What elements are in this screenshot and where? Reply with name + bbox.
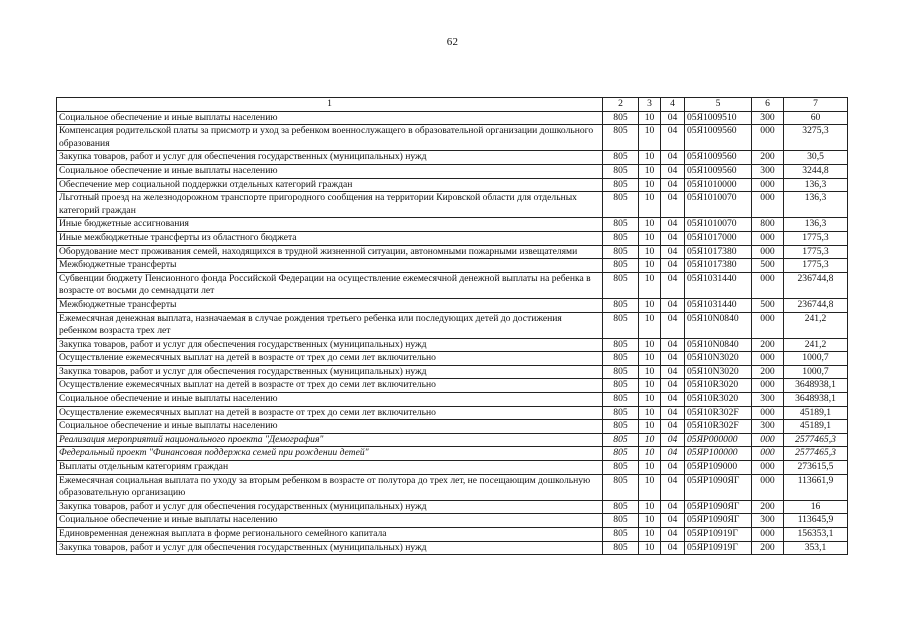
- cell-subsection: 04: [661, 352, 685, 366]
- cell-target-article: 05ЯP000000: [685, 433, 752, 447]
- cell-name: Закупка товаров, работ и услуг для обеспечения государственных (муниципальных) нужд: [57, 541, 603, 555]
- cell-expense-type: 200: [752, 338, 784, 352]
- cell-name: Ежемесячная социальная выплата по уходу за вторым ребенком в возрасте от полутора до трех лет, не посещающим дошкольную образовательную организацию: [57, 474, 603, 500]
- cell-section: 10: [639, 500, 661, 514]
- cell-expense-type: 000: [752, 178, 784, 192]
- cell-admin-code: 805: [603, 151, 639, 165]
- cell-admin-code: 805: [603, 514, 639, 528]
- cell-subsection: 04: [661, 192, 685, 218]
- table-row: [57, 192, 848, 218]
- table-row: [57, 111, 848, 125]
- cell-section: 10: [639, 272, 661, 298]
- cell-subsection: 04: [661, 151, 685, 165]
- cell-subsection: 04: [661, 218, 685, 232]
- cell-section: 10: [639, 541, 661, 555]
- cell-target-article: 05ЯP10919Г: [685, 528, 752, 542]
- cell-expense-type: 000: [752, 312, 784, 338]
- cell-target-article: 05Я10N3020: [685, 352, 752, 366]
- cell-amount: 3244,8: [784, 164, 848, 178]
- table-row: [57, 151, 848, 165]
- cell-target-article: 05Я1009560: [685, 164, 752, 178]
- cell-target-article: 05Я10N0840: [685, 312, 752, 338]
- cell-subsection: 04: [661, 461, 685, 475]
- cell-name: Иные бюджетные ассигнования: [57, 218, 603, 232]
- cell-target-article: 05Я1010070: [685, 218, 752, 232]
- cell-target-article: 05Я1017380: [685, 245, 752, 259]
- cell-expense-type: 200: [752, 151, 784, 165]
- cell-section: 10: [639, 365, 661, 379]
- cell-admin-code: 805: [603, 192, 639, 218]
- cell-expense-type: 000: [752, 192, 784, 218]
- cell-section: 10: [639, 151, 661, 165]
- cell-admin-code: 805: [603, 500, 639, 514]
- table-row: [57, 514, 848, 528]
- cell-subsection: 04: [661, 125, 685, 151]
- cell-amount: 1775,3: [784, 245, 848, 259]
- cell-section: 10: [639, 245, 661, 259]
- cell-subsection: 04: [661, 406, 685, 420]
- table-row: [57, 259, 848, 273]
- cell-admin-code: 805: [603, 164, 639, 178]
- table-row: [57, 125, 848, 151]
- cell-target-article: 05Я10N3020: [685, 365, 752, 379]
- cell-amount: 136,3: [784, 192, 848, 218]
- cell-section: 10: [639, 192, 661, 218]
- cell-expense-type: 300: [752, 111, 784, 125]
- cell-target-article: 05Я1009560: [685, 151, 752, 165]
- cell-section: 10: [639, 125, 661, 151]
- cell-expense-type: 000: [752, 406, 784, 420]
- cell-admin-code: 805: [603, 379, 639, 393]
- cell-expense-type: 000: [752, 125, 784, 151]
- cell-expense-type: 000: [752, 447, 784, 461]
- cell-expense-type: 000: [752, 272, 784, 298]
- cell-target-article: 05Я10R302F: [685, 420, 752, 434]
- cell-amount: 3648938,1: [784, 393, 848, 407]
- cell-expense-type: 200: [752, 365, 784, 379]
- table-row: [57, 528, 848, 542]
- table-row: [57, 461, 848, 475]
- cell-amount: 30,5: [784, 151, 848, 165]
- cell-section: 10: [639, 178, 661, 192]
- cell-amount: 45189,1: [784, 420, 848, 434]
- table-row: [57, 541, 848, 555]
- cell-subsection: 04: [661, 514, 685, 528]
- cell-target-article: 05Я1010070: [685, 192, 752, 218]
- table-row: [57, 352, 848, 366]
- table-row: [57, 447, 848, 461]
- cell-amount: 353,1: [784, 541, 848, 555]
- cell-name: Социальное обеспечение и иные выплаты населению: [57, 514, 603, 528]
- cell-subsection: 04: [661, 259, 685, 273]
- cell-subsection: 04: [661, 420, 685, 434]
- cell-subsection: 04: [661, 500, 685, 514]
- cell-name: Закупка товаров, работ и услуг для обеспечения государственных (муниципальных) нужд: [57, 365, 603, 379]
- table-row: [57, 406, 848, 420]
- cell-amount: 60: [784, 111, 848, 125]
- table-row: [57, 272, 848, 298]
- table-row: [57, 500, 848, 514]
- cell-section: 10: [639, 514, 661, 528]
- cell-name: Межбюджетные трансферты: [57, 298, 603, 312]
- table-row: [57, 433, 848, 447]
- cell-name: Осуществление ежемесячных выплат на детей в возрасте от трех до семи лет включительно: [57, 379, 603, 393]
- cell-expense-type: 000: [752, 528, 784, 542]
- table-row: [57, 338, 848, 352]
- cell-name: Льготный проезд на железнодорожном транспорте пригородного сообщения на территории Кировской области для отдельных категорий граждан: [57, 192, 603, 218]
- cell-target-article: 05Я1009510: [685, 111, 752, 125]
- cell-admin-code: 805: [603, 218, 639, 232]
- table-row: [57, 474, 848, 500]
- cell-subsection: 04: [661, 393, 685, 407]
- cell-section: 10: [639, 259, 661, 273]
- cell-target-article: 05ЯP10919Г: [685, 541, 752, 555]
- cell-admin-code: 805: [603, 365, 639, 379]
- cell-name: Федеральный проект "Финансовая поддержка семей при рождении детей": [57, 447, 603, 461]
- cell-target-article: 05ЯP1090ЯГ: [685, 500, 752, 514]
- cell-section: 10: [639, 447, 661, 461]
- cell-name: Ежемесячная денежная выплата, назначаемая в случае рождения третьего ребенка или последующих детей до достижения ребенком возраста трех лет: [57, 312, 603, 338]
- table-row: [57, 312, 848, 338]
- cell-name: Межбюджетные трансферты: [57, 259, 603, 273]
- cell-subsection: 04: [661, 474, 685, 500]
- table-row: [57, 420, 848, 434]
- cell-expense-type: 200: [752, 541, 784, 555]
- header-cell: 7: [784, 98, 848, 112]
- table-row: [57, 393, 848, 407]
- cell-target-article: 05Я1010000: [685, 178, 752, 192]
- cell-subsection: 04: [661, 272, 685, 298]
- cell-amount: 241,2: [784, 338, 848, 352]
- cell-amount: 241,2: [784, 312, 848, 338]
- table-row: [57, 231, 848, 245]
- cell-section: 10: [639, 312, 661, 338]
- cell-subsection: 04: [661, 245, 685, 259]
- cell-target-article: 05Я10R3020: [685, 379, 752, 393]
- cell-subsection: 04: [661, 338, 685, 352]
- cell-amount: 113645,9: [784, 514, 848, 528]
- cell-subsection: 04: [661, 164, 685, 178]
- cell-name: Единовременная денежная выплата в форме регионального семейного капитала: [57, 528, 603, 542]
- cell-section: 10: [639, 474, 661, 500]
- cell-admin-code: 805: [603, 111, 639, 125]
- cell-admin-code: 805: [603, 245, 639, 259]
- cell-subsection: 04: [661, 541, 685, 555]
- table-row: [57, 218, 848, 232]
- cell-name: Обеспечение мер социальной поддержки отдельных категорий граждан: [57, 178, 603, 192]
- cell-name: Закупка товаров, работ и услуг для обеспечения государственных (муниципальных) нужд: [57, 338, 603, 352]
- cell-amount: 3275,3: [784, 125, 848, 151]
- cell-amount: 1775,3: [784, 231, 848, 245]
- cell-section: 10: [639, 111, 661, 125]
- cell-amount: 1000,7: [784, 352, 848, 366]
- cell-expense-type: 000: [752, 379, 784, 393]
- cell-section: 10: [639, 164, 661, 178]
- cell-section: 10: [639, 393, 661, 407]
- cell-name: Осуществление ежемесячных выплат на детей в возрасте от трех до семи лет включительно: [57, 406, 603, 420]
- cell-amount: 1775,3: [784, 259, 848, 273]
- cell-section: 10: [639, 406, 661, 420]
- cell-name: Выплаты отдельным категориям граждан: [57, 461, 603, 475]
- cell-expense-type: 300: [752, 420, 784, 434]
- cell-target-article: 05Я1009560: [685, 125, 752, 151]
- cell-admin-code: 805: [603, 447, 639, 461]
- cell-name: Социальное обеспечение и иные выплаты населению: [57, 164, 603, 178]
- cell-admin-code: 805: [603, 312, 639, 338]
- cell-section: 10: [639, 231, 661, 245]
- cell-subsection: 04: [661, 528, 685, 542]
- cell-expense-type: 300: [752, 514, 784, 528]
- cell-amount: 156353,1: [784, 528, 848, 542]
- header-cell: 6: [752, 98, 784, 112]
- cell-amount: 236744,8: [784, 272, 848, 298]
- cell-subsection: 04: [661, 433, 685, 447]
- cell-name: Осуществление ежемесячных выплат на детей в возрасте от трех до семи лет включительно: [57, 352, 603, 366]
- cell-target-article: 05ЯP100000: [685, 447, 752, 461]
- cell-expense-type: 000: [752, 461, 784, 475]
- cell-section: 10: [639, 528, 661, 542]
- cell-amount: 2577465,3: [784, 433, 848, 447]
- header-cell: 1: [57, 98, 603, 112]
- page-number: 62: [446, 36, 459, 48]
- cell-amount: 136,3: [784, 178, 848, 192]
- table-row: [57, 245, 848, 259]
- cell-admin-code: 805: [603, 338, 639, 352]
- cell-admin-code: 805: [603, 125, 639, 151]
- cell-admin-code: 805: [603, 420, 639, 434]
- cell-admin-code: 805: [603, 178, 639, 192]
- cell-target-article: 05Я1017000: [685, 231, 752, 245]
- cell-subsection: 04: [661, 178, 685, 192]
- cell-target-article: 05ЯP109000: [685, 461, 752, 475]
- cell-section: 10: [639, 420, 661, 434]
- cell-section: 10: [639, 298, 661, 312]
- cell-amount: 113661,9: [784, 474, 848, 500]
- cell-admin-code: 805: [603, 528, 639, 542]
- cell-subsection: 04: [661, 298, 685, 312]
- cell-expense-type: 000: [752, 474, 784, 500]
- cell-admin-code: 805: [603, 406, 639, 420]
- cell-subsection: 04: [661, 365, 685, 379]
- table-row: [57, 178, 848, 192]
- table-row: [57, 164, 848, 178]
- cell-expense-type: 800: [752, 218, 784, 232]
- cell-expense-type: 300: [752, 393, 784, 407]
- header-cell: 2: [603, 98, 639, 112]
- cell-name: Социальное обеспечение и иные выплаты населению: [57, 393, 603, 407]
- header-cell: 5: [685, 98, 752, 112]
- cell-target-article: 05ЯP1090ЯГ: [685, 514, 752, 528]
- cell-expense-type: 200: [752, 500, 784, 514]
- cell-name: Иные межбюджетные трансферты из областного бюджета: [57, 231, 603, 245]
- table-body: [57, 98, 848, 555]
- table-header-row: [57, 98, 848, 112]
- cell-admin-code: 805: [603, 541, 639, 555]
- cell-expense-type: 000: [752, 433, 784, 447]
- cell-amount: 1000,7: [784, 365, 848, 379]
- cell-amount: 2577465,3: [784, 447, 848, 461]
- cell-section: 10: [639, 379, 661, 393]
- cell-target-article: 05Я1017380: [685, 259, 752, 273]
- cell-admin-code: 805: [603, 272, 639, 298]
- cell-subsection: 04: [661, 312, 685, 338]
- cell-admin-code: 805: [603, 298, 639, 312]
- cell-name: Закупка товаров, работ и услуг для обеспечения государственных (муниципальных) нужд: [57, 500, 603, 514]
- cell-expense-type: 300: [752, 164, 784, 178]
- cell-amount: 16: [784, 500, 848, 514]
- cell-subsection: 04: [661, 231, 685, 245]
- table-row: [57, 365, 848, 379]
- cell-name: Социальное обеспечение и иные выплаты населению: [57, 420, 603, 434]
- cell-amount: 3648938,1: [784, 379, 848, 393]
- cell-admin-code: 805: [603, 433, 639, 447]
- cell-target-article: 05Я10N0840: [685, 338, 752, 352]
- cell-target-article: 05Я1031440: [685, 272, 752, 298]
- cell-name: Закупка товаров, работ и услуг для обеспечения государственных (муниципальных) нужд: [57, 151, 603, 165]
- cell-admin-code: 805: [603, 352, 639, 366]
- cell-name: Компенсация родительской платы за присмотр и уход за ребенком военнослужащего в образовательной организации дошкольного образования: [57, 125, 603, 151]
- budget-table: [56, 97, 848, 555]
- cell-expense-type: 000: [752, 245, 784, 259]
- cell-target-article: 05Я10R3020: [685, 393, 752, 407]
- cell-admin-code: 805: [603, 259, 639, 273]
- cell-name: Оборудование мест проживания семей, находящихся в трудной жизненной ситуации, автономными пожарными извещателями: [57, 245, 603, 259]
- cell-section: 10: [639, 433, 661, 447]
- cell-amount: 136,3: [784, 218, 848, 232]
- header-cell: 3: [639, 98, 661, 112]
- cell-name: Реализация мероприятий национального проекта "Демография": [57, 433, 603, 447]
- cell-expense-type: 500: [752, 259, 784, 273]
- cell-section: 10: [639, 218, 661, 232]
- cell-expense-type: 500: [752, 298, 784, 312]
- cell-target-article: 05Я10R302F: [685, 406, 752, 420]
- cell-subsection: 04: [661, 111, 685, 125]
- header-cell: 4: [661, 98, 685, 112]
- cell-section: 10: [639, 352, 661, 366]
- cell-target-article: 05ЯP1090ЯГ: [685, 474, 752, 500]
- table-row: [57, 379, 848, 393]
- cell-admin-code: 805: [603, 393, 639, 407]
- cell-amount: 236744,8: [784, 298, 848, 312]
- cell-amount: 45189,1: [784, 406, 848, 420]
- cell-name: Субвенции бюджету Пенсионного фонда Российской Федерации на осуществление ежемесячной денежной выплаты на ребенка в возрасте от восьми до семнадцати лет: [57, 272, 603, 298]
- cell-subsection: 04: [661, 447, 685, 461]
- cell-expense-type: 000: [752, 231, 784, 245]
- cell-target-article: 05Я1031440: [685, 298, 752, 312]
- cell-amount: 273615,5: [784, 461, 848, 475]
- cell-admin-code: 805: [603, 231, 639, 245]
- cell-admin-code: 805: [603, 474, 639, 500]
- cell-admin-code: 805: [603, 461, 639, 475]
- cell-name: Социальное обеспечение и иные выплаты населению: [57, 111, 603, 125]
- cell-section: 10: [639, 338, 661, 352]
- cell-section: 10: [639, 461, 661, 475]
- cell-expense-type: 000: [752, 352, 784, 366]
- cell-subsection: 04: [661, 379, 685, 393]
- table-row: [57, 298, 848, 312]
